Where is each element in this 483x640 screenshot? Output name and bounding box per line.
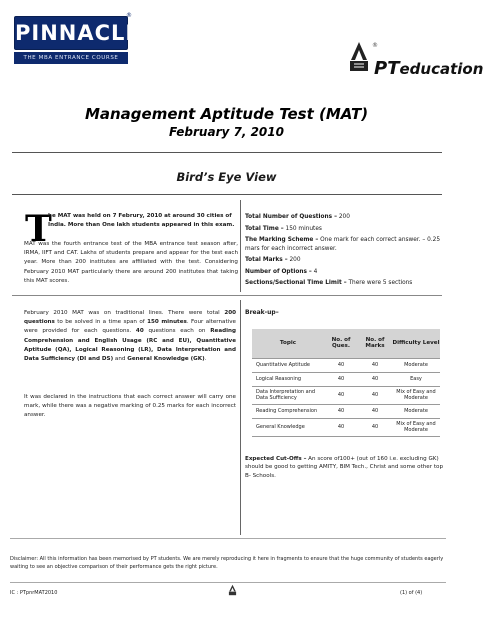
text-run: 40: [135, 328, 144, 335]
drop-cap: T: [25, 208, 52, 250]
page-number: (1) of (4): [400, 590, 423, 596]
overview-paragraph: [24, 309, 236, 364]
table-cell: 40: [358, 386, 392, 404]
breakup-table: [252, 329, 440, 437]
text-run: Reading Comprehension and English Usage (RC and EU), Quantitative Aptitude (QA), Logical Reasoning (LR), Data Interpretation and Data Sufficiency (DI and DS): [24, 328, 237, 363]
fact-value: 200: [287, 257, 301, 264]
divider: [10, 538, 446, 539]
text-run: questions each on: [143, 328, 211, 335]
column-divider: [240, 300, 241, 535]
column-header: No. of Marks: [358, 329, 392, 358]
table-header-row: [252, 329, 440, 358]
table-cell: Quantitative Aptitude: [252, 358, 324, 372]
pinnacle-tagline: THE MBA ENTRANCE COURSE: [14, 52, 128, 64]
section-title: Bird’s Eye View: [176, 170, 277, 184]
column-divider: [240, 200, 241, 292]
table-cell: 40: [358, 418, 392, 436]
fact-label: The Marking Scheme –: [245, 237, 319, 244]
pinnacle-logo: [14, 12, 141, 74]
fact-item: [245, 279, 445, 287]
table-cell: 40: [358, 372, 392, 386]
education-text: education: [399, 60, 483, 78]
column-header: Topic: [252, 329, 324, 358]
table-cell: 40: [358, 358, 392, 372]
table-cell: Easy: [392, 372, 440, 386]
fact-item: [245, 236, 445, 253]
text-run: and: [113, 356, 128, 363]
table-cell: 40: [324, 386, 358, 404]
divider: [12, 194, 442, 195]
fact-value: 4: [311, 268, 318, 275]
expected-cutoffs: [245, 455, 445, 480]
fact-label: Number of Options –: [245, 268, 312, 275]
table-cell: 40: [324, 372, 358, 386]
fact-value: 150 minutes: [283, 225, 322, 232]
registered-mark: ®: [126, 12, 132, 19]
fact-label: Sections/Sectional Time Limit –: [245, 280, 347, 287]
cutoff-text: An score of100+ (out of 160 i.e. excluding GK) should be good to getting AMITY, BIM Tech., Christ and some other top B- Schools.: [245, 456, 443, 479]
fact-item: [245, 225, 445, 233]
disclaimer: Disclaimer: All this information has been memorised by PT students. We are merely reproducing it here in fragments to ensure that the huge community of students eagerly waiting to see an objective comparison of their performance gets the right picture.: [10, 556, 444, 570]
text-run: February 2010 MAT was on traditional lines. There were total: [24, 310, 225, 316]
table-row: [252, 404, 440, 418]
registered-mark: ®: [372, 42, 378, 49]
breakup-label: Break-up–: [245, 309, 279, 316]
table-cell: Mix of Easy and Moderate: [392, 386, 440, 404]
text-run: 150 minutes: [147, 319, 187, 326]
pt-text: PT: [374, 58, 400, 79]
table-cell: General Knowledge: [252, 418, 324, 436]
table-row: [252, 386, 440, 404]
table-row: [252, 372, 440, 386]
intro-body: MAT was the fourth entrance test of the MBA entrance test season after, IRMA, IIFT and CAT. Lakhs of students prepare and appear for the test each year. More than 200 institutes are affiliated with the test. Considering February 2010 MAT particularly there are around 200 institutes that taking this MAT scores.: [24, 241, 238, 284]
table-cell: Mix of Easy and Moderate: [392, 418, 440, 436]
pt-wordmark: [374, 58, 483, 79]
text-run: 200 questions: [24, 310, 236, 326]
divider: [12, 152, 442, 153]
fact-label: Total Number of Questions –: [245, 214, 338, 220]
table-cell: Moderate: [392, 358, 440, 372]
fact-value: One mark for each correct answer. – 0.25 mars for each incorrect answer.: [245, 237, 441, 252]
text-run: General Knowledge (GK): [127, 356, 205, 363]
facts-list: [245, 213, 445, 291]
table-cell: Reading Comprehension: [252, 404, 324, 418]
column-header: Difficulty Level: [392, 329, 440, 358]
fact-item: [245, 213, 445, 221]
text-run: . Four alternative were provided for each questions.: [24, 319, 236, 335]
footer-code: IC : PTpnrMAT2010: [10, 590, 58, 596]
divider: [12, 295, 442, 296]
pt-emblem-icon: [348, 40, 370, 76]
cutoff-label: Expected Cut-Offs –: [245, 456, 307, 462]
table-cell: 40: [324, 404, 358, 418]
fact-item: [245, 268, 445, 276]
column-header: No. of Ques.: [324, 329, 358, 358]
fact-value: There were 5 sections: [346, 280, 413, 287]
page-title: Management Aptitude Test (MAT): [84, 105, 369, 123]
table-cell: Logical Reasoning: [252, 372, 324, 386]
marking-paragraph: It was declared in the instructions that each correct answer will carry one mark, while there was a negative marking of 0.25 marks for each incorrect answer.: [24, 394, 236, 419]
fact-label: Total Marks –: [245, 257, 288, 264]
table-row: [252, 418, 440, 436]
pt-emblem-icon: [228, 584, 237, 596]
table-cell: Moderate: [392, 404, 440, 418]
table-row: [252, 358, 440, 372]
fact-value: 200: [337, 214, 350, 220]
text-run: .: [204, 356, 207, 363]
fact-label: Total Time –: [245, 225, 284, 232]
intro-lead: he MAT was held on 7 Februry, 2010 at around 30 cities of India. More than One lakh students appeared in this exam.: [48, 213, 235, 228]
text-run: to be solved in a time span of: [54, 319, 148, 326]
table-cell: 40: [324, 418, 358, 436]
table-cell: 40: [324, 358, 358, 372]
table-cell: 40: [358, 404, 392, 418]
table-cell: Data Interpretation and Data Sufficiency: [252, 386, 324, 404]
divider: [10, 582, 446, 583]
pinnacle-wordmark: PINNACLE: [14, 16, 128, 50]
page-subtitle: February 7, 2010: [169, 125, 284, 139]
pt-education-logo: [340, 40, 483, 80]
fact-item: [245, 256, 445, 264]
